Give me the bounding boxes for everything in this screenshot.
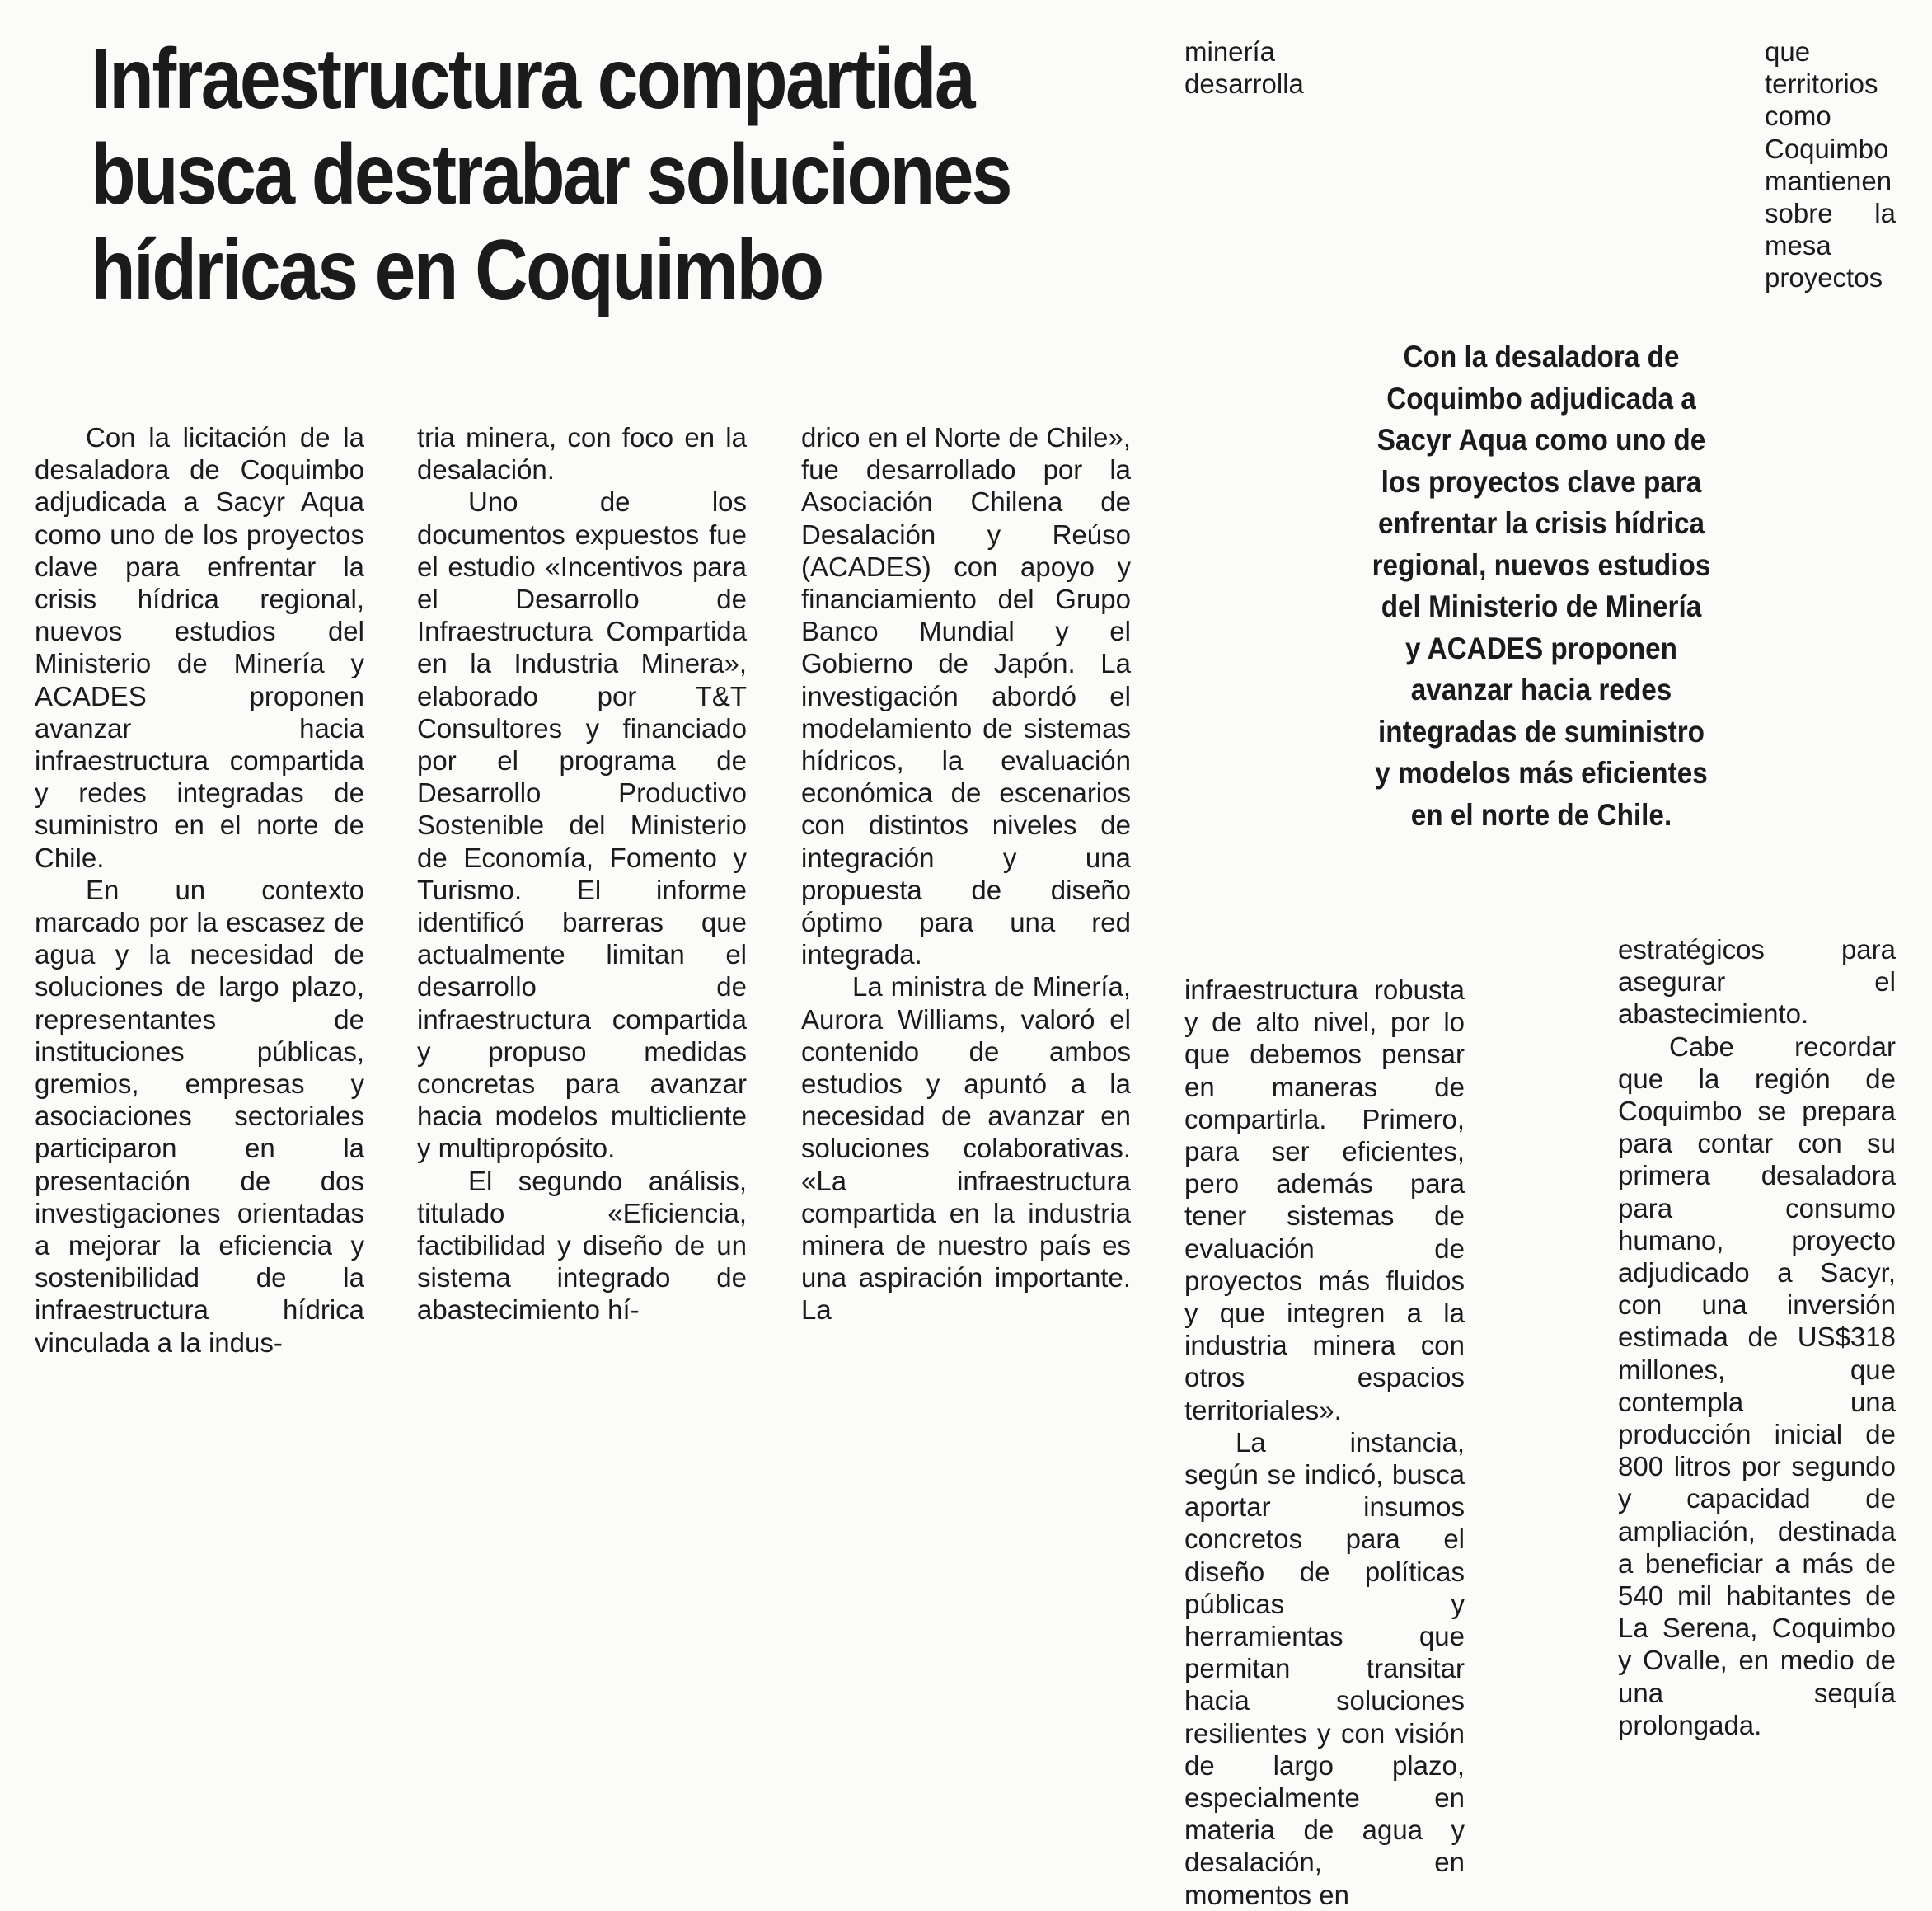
- paragraph: La ministra de Minería, Aurora Williams, valoró el contenido de ambos estudios y apuntó a la necesidad de avanzar en soluciones colaborativas. «La infraestructura compartida en la industria minera de nuestro país es una aspiración importante. La: [801, 971, 1131, 1326]
- headline-line-1: Infraestructura compartida: [91, 31, 974, 127]
- paragraph: Con la licitación de la desaladora de Coquimbo adjudicada a Sacyr Aqua como uno de los proyectos clave para enfrentar la crisis hídrica regional, nuevos estudios del Ministerio de Minería y ACADES proponen avanzar hacia infraestructura compartida y redes integradas de suministro en el norte de Chile.: [35, 422, 364, 873]
- body-column-5: [1618, 35, 1896, 1741]
- body-column-4: [1184, 35, 1465, 1911]
- paragraph: tria minera, con foco en la desalación.: [417, 422, 747, 486]
- headline-line-3: hídricas en Coquimbo: [91, 223, 823, 318]
- paragraph: El segundo análisis, titulado «Eficiencia, factibilidad y diseño de un sistema integrado de abastecimiento hí-: [417, 1165, 747, 1326]
- paragraph: drico en el Norte de Chile», fue desarrollado por la Asociación Chilena de Desalación y Reúso (ACADES) con apoyo y financiamiento del Grupo Banco Mundial y el Gobierno de Japón. La investigación abordó el modelamiento de sistemas hídricos, la evaluación económica de escenarios con distintos niveles de integración y una propuesta de diseño óptimo para una red integrada.: [801, 422, 1131, 970]
- paragraph: minería desarrolla infraestructura robusta y de alto nivel, por lo que debemos pensar en maneras de compartirla. Primero, para ser eficientes, pero además para tener sistemas de evaluación de proyectos más fluidos y que integren a la industria minera con otros espacios territoriales».: [1184, 36, 1465, 1425]
- paragraph: Uno de los documentos expuestos fue el estudio «Incentivos para el Desarrollo de Infraestructura Compartida en la Industria Minera», elaborado por T&T Consultores y financiado por el programa de Desarrollo Productivo Sostenible del Ministerio de Economía, Fomento y Turismo. El informe identificó barreras que actualmente limitan el desarrollo de infraestructura compartida y propuso medidas concretas para avanzar hacia modelos multicliente y multipropósito.: [417, 486, 747, 1164]
- paragraph: La instancia, según se indicó, busca aportar insumos concretos para el diseño de políticas públicas y herramientas que permitan transitar hacia soluciones resilientes y con visión de largo plazo, especialmente en materia de agua y desalación, en momentos en: [1184, 1426, 1465, 1910]
- pull-quote: Con la desaladora de Coquimbo adjudicada a Sacyr Aqua como uno de los proyectos clave para enfrentar la crisis hídrica regional, nuevos estudios del Ministerio de Minería y ACADES proponen avanzar hacia redes integradas de suministro y modelos más eficientes en el norte de Chile.: [1372, 340, 1711, 832]
- body-column-2: [417, 421, 747, 1326]
- paragraph: que territorios como Coquimbo mantienen sobre la mesa proyectos estratégicos para asegurar el abastecimiento.: [1618, 36, 1896, 1030]
- body-column-1: [35, 421, 364, 1359]
- body-column-3: [801, 421, 1131, 1326]
- paragraph: En un contexto marcado por la escasez de agua y la necesidad de soluciones de largo plazo, representantes de instituciones públicas, gremios, empresas y asociaciones sectoriales participaron en la presentación de dos investigaciones orientadas a mejorar la eficiencia y sostenibilidad de la infraestructura hídrica vinculada a la indus-: [35, 874, 364, 1358]
- headline-line-2: busca destrabar soluciones: [91, 127, 1011, 223]
- paragraph: Cabe recordar que la región de Coquimbo se prepara para contar con su primera desaladora para consumo humano, proyecto adjudicado a Sacyr, con una inversión estimada de US$318 millones, que contempla una producción inicial de 800 litros por segundo y capacidad de ampliación, destinada a beneficiar a más de 540 mil habitantes de La Serena, Coquimbo y Ovalle, en medio de una sequía prolongada.: [1618, 1031, 1896, 1740]
- headline: [91, 31, 1011, 318]
